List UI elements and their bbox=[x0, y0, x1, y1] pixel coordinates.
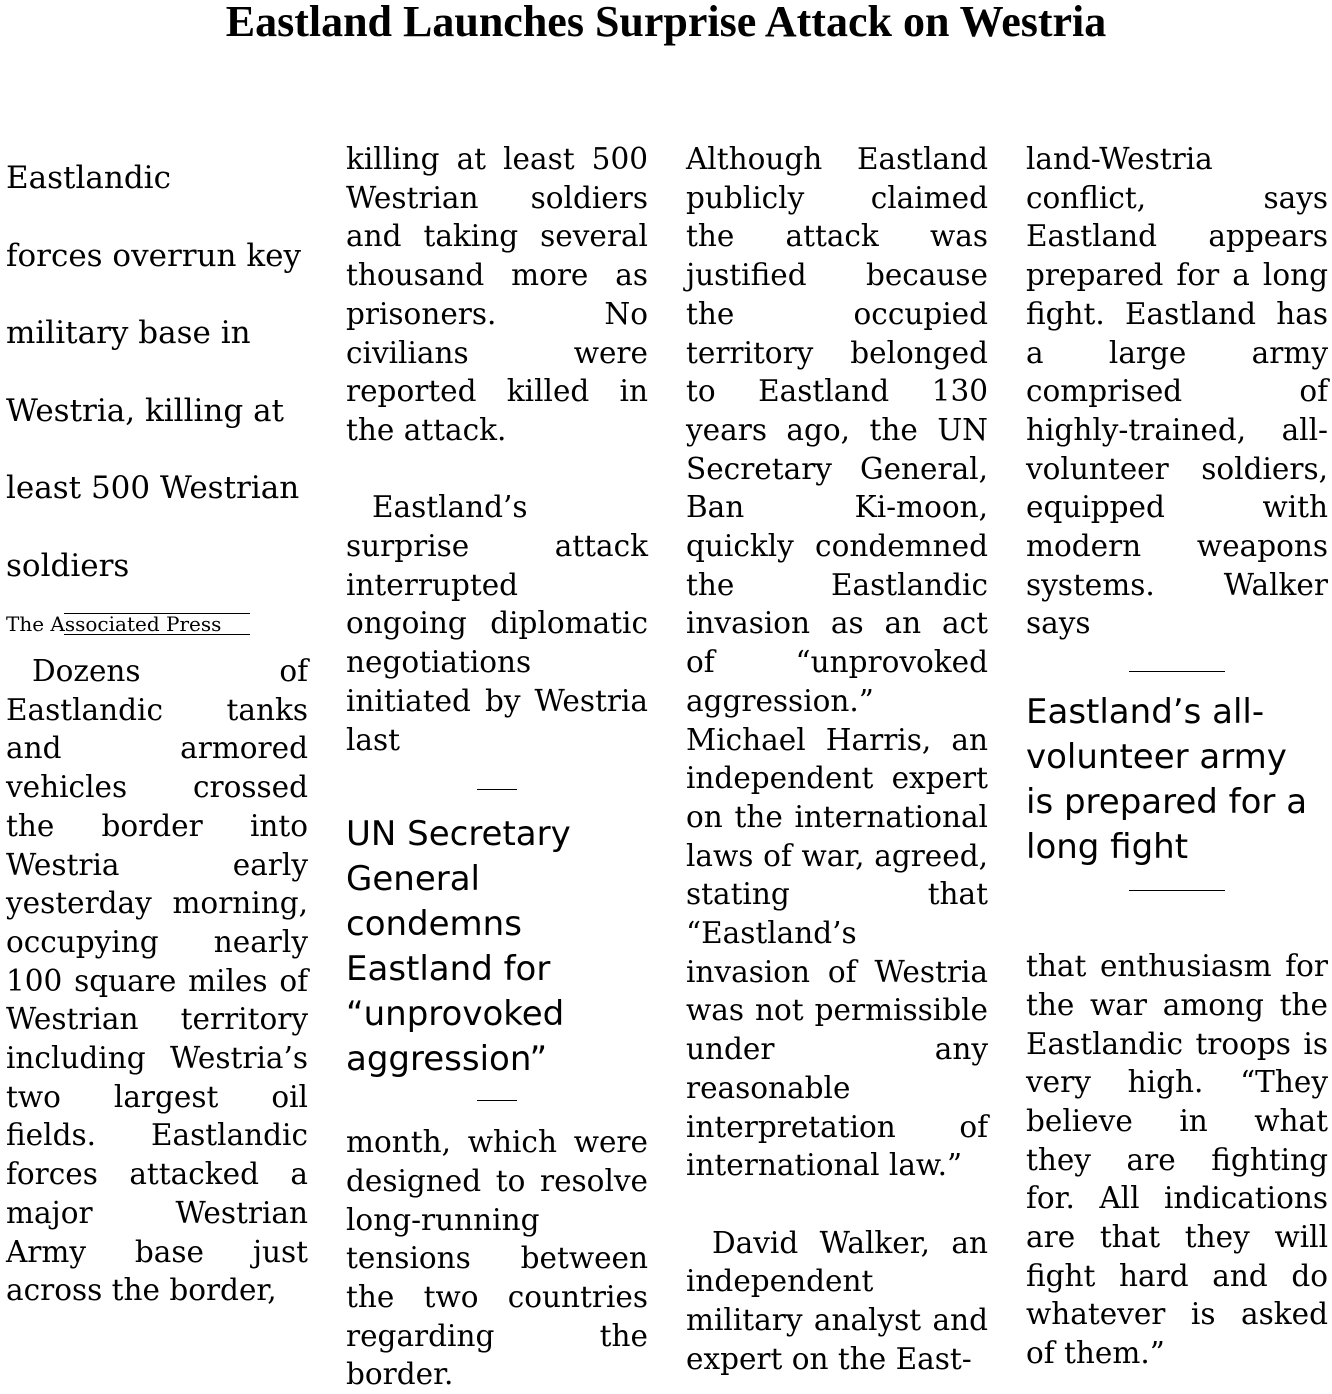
pull-quote-line: long fight bbox=[1026, 827, 1189, 868]
article-paragraph: Although Eastland publicly claimed the attack was justified because the occupied territory belonged to Eastland 130 years ago, the UN Secretary General, Ban Ki-moon, quickly condemned the Eastlandic invasion as an act of “unprovoked aggression.” Michael Harris, an independent expert on the international laws of war, agreed, stating that “Eastland’s invasion of Westria was not permissible under any reasonable interpretation of international law.” bbox=[686, 142, 988, 1183]
column-3 bbox=[686, 140, 988, 1378]
deck-line: Westria, killing at bbox=[6, 392, 285, 429]
deck-line: least 500 Westrian bbox=[6, 470, 300, 506]
article-paragraph: that enthusiasm for the war among the Eastlandic troops is very high. “They believe in what they are fighting for. All indications are that they will fight hard and do whatever is asked of them.” bbox=[1026, 949, 1328, 1371]
column-1 bbox=[6, 140, 308, 1310]
pull-quote-line: UN Secretary bbox=[346, 814, 571, 855]
article-paragraph: David Walker, an independent military analyst and expert on the East- bbox=[686, 1225, 988, 1376]
article-paragraph: Dozens of Eastlandic tanks and armored vehicles crossed the border into Westria early yesterday morning, occupying nearly 100 square miles of Westrian territory including Westria’s two largest oil fields. Eastlandic forces attacked a major Westrian Army base just across the border, bbox=[6, 654, 308, 1308]
pull-quote-line: condemns bbox=[346, 904, 522, 945]
article-paragraph: killing at least 500 Westrian soldiers and taking several thousand more as prisoners. No civilians were reported killed in the attack. bbox=[346, 142, 648, 447]
deck-line: soldiers bbox=[6, 547, 130, 584]
article-paragraph: month, which were designed to resolve long-running tensions between the two countries regarding the border. bbox=[346, 1125, 648, 1392]
pull-quote-line: aggression” bbox=[346, 1039, 548, 1080]
pull-quote-line: is prepared for a bbox=[1026, 782, 1308, 823]
pull-quote-line: volunteer army bbox=[1026, 737, 1287, 778]
deck-line: Eastlandic bbox=[6, 160, 171, 196]
deck-line: forces overrun key bbox=[6, 237, 302, 274]
column-2 bbox=[346, 140, 648, 1394]
pull-quote-line: “unprovoked bbox=[346, 994, 565, 1035]
deck-line: military base in bbox=[6, 315, 251, 351]
column-4 bbox=[1026, 140, 1328, 1373]
headline: Eastland Launches Surprise Attack on Westria bbox=[225, 0, 1107, 46]
pull-quote-line: General bbox=[346, 859, 480, 900]
article-paragraph: Eastland’s surprise attack interrupted ongoing diplomatic negotiations initiated by Westria last bbox=[346, 490, 648, 757]
byline: The Associated Press bbox=[6, 612, 222, 636]
pull-quote-line: Eastland’s all- bbox=[1026, 692, 1265, 733]
pull-quote-line: Eastland for bbox=[346, 949, 551, 990]
article-paragraph: land-Westria conflict, says Eastland appears prepared for a long fight. Eastland has a large army comprised of highly-trained, all-volunteer soldiers, equipped with modern weapons systems. Walker says bbox=[1026, 142, 1328, 641]
